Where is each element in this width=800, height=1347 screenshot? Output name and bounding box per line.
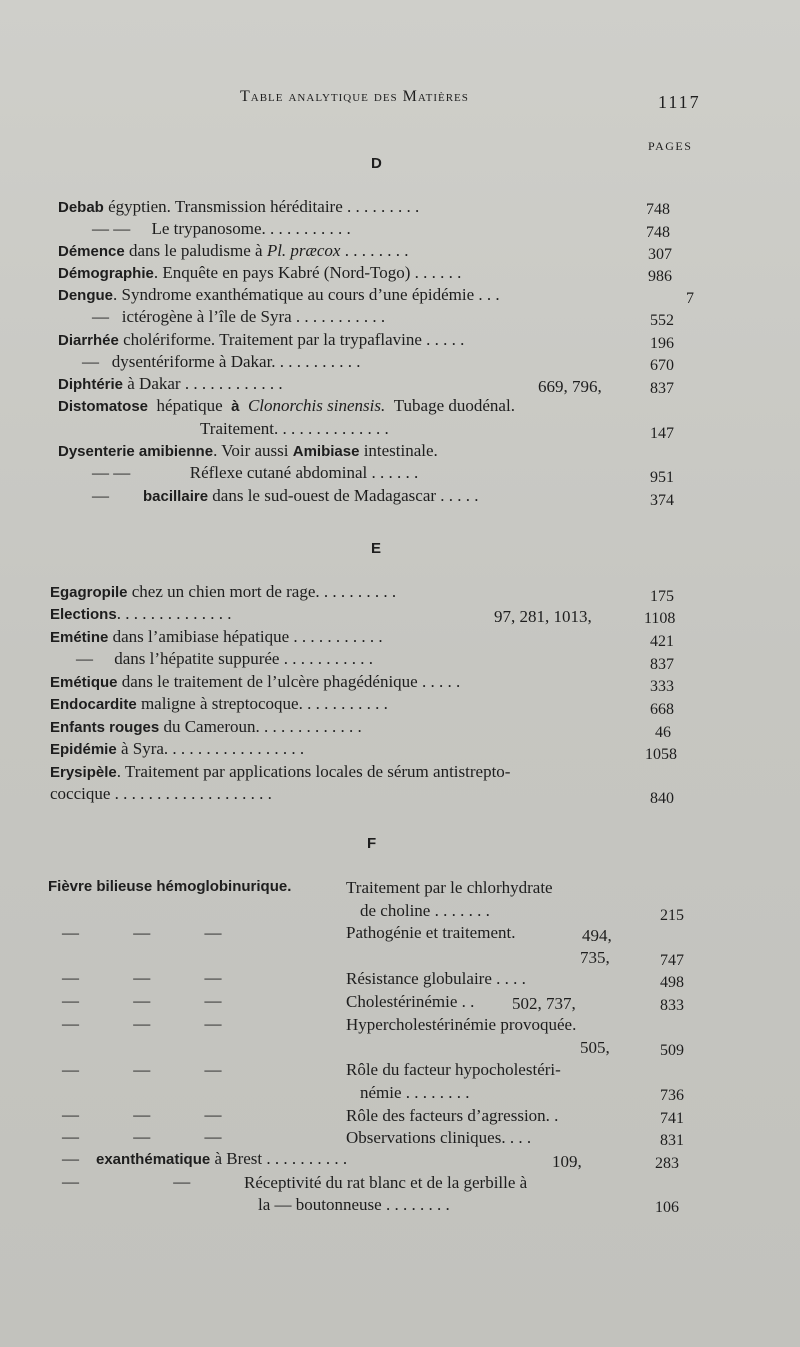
- index-entry: Fièvre bilieuse hémoglobinurique.: [48, 878, 292, 895]
- index-entry-text: Rôle des facteurs d’agression. .: [346, 1106, 559, 1125]
- ditto-marks: — — —: [62, 1105, 222, 1124]
- index-entry-text: Cholestérinémie . .: [346, 992, 475, 1011]
- page-ref: 421: [650, 633, 674, 650]
- page-ref: 7: [686, 290, 694, 307]
- index-entry: Elections. . . . . . . . . . . . . .: [50, 604, 232, 623]
- page-ref: 333: [650, 678, 674, 695]
- inline-page-refs: 502, 737,: [512, 994, 576, 1013]
- page-ref: 951: [650, 469, 674, 486]
- ditto-marks: — — —: [62, 923, 222, 942]
- index-entry-continuation: la — boutonneuse . . . . . . . .: [258, 1195, 450, 1214]
- page-ref: 1108: [644, 610, 676, 627]
- index-entry-text: Réceptivité du rat blanc et de la gerbille à: [244, 1173, 528, 1192]
- page-ref: 374: [650, 492, 674, 509]
- ditto-marks: — —: [62, 1172, 191, 1191]
- ditto-marks: — — —: [62, 1014, 222, 1033]
- page-ref: 670: [650, 357, 674, 374]
- page-ref: 552: [650, 312, 674, 329]
- page-ref: 283: [655, 1155, 679, 1172]
- page-number: 1117: [658, 92, 701, 112]
- index-entry-continuation: coccique . . . . . . . . . . . . . . . . . . .: [50, 784, 272, 803]
- section-letter-e: E: [371, 540, 382, 557]
- index-entry-text: Rôle du facteur hypocholestéri-: [346, 1060, 561, 1079]
- index-entry: Dysenterie amibienne. Voir aussi Amibiase intestinale.: [58, 441, 438, 460]
- index-entry: Debab égyptien. Transmission héréditaire . . . . . . . . .: [58, 197, 420, 216]
- page-ref: 986: [648, 268, 672, 285]
- index-entry: Epidémie à Syra. . . . . . . . . . . . . . . . .: [50, 739, 305, 758]
- index-entry: — exanthématique à Brest . . . . . . . . . .: [62, 1149, 348, 1168]
- index-entry: Diarrhée cholériforme. Traitement par la trypaflavine . . . . .: [58, 330, 465, 349]
- page-ref: 736: [660, 1087, 684, 1104]
- page-ref: 748: [646, 201, 670, 218]
- index-entry-text: Résistance globulaire . . . .: [346, 969, 526, 988]
- index-entry: Enfants rouges du Cameroun. . . . . . . . . . . . .: [50, 717, 362, 736]
- index-entry: Dengue. Syndrome exanthématique au cours d’une épidémie . . .: [58, 285, 500, 304]
- page-ref: 833: [660, 997, 684, 1014]
- page-ref: 46: [655, 724, 671, 741]
- page-ref: 498: [660, 974, 684, 991]
- index-entry: Erysipèle. Traitement par applications locales de sérum antistrepto-: [50, 762, 511, 781]
- index-entry: Emétique dans le traitement de l’ulcère phagédénique . . . . .: [50, 672, 461, 691]
- section-letter-d: D: [371, 155, 382, 172]
- inline-page-refs: 97, 281, 1013,: [494, 607, 592, 626]
- inline-page-refs: 494,: [582, 926, 612, 945]
- index-entry: Démence dans le paludisme à Pl. præcox . . . . . . . .: [58, 241, 409, 260]
- index-entry: Distomatose hépatique à Clonorchis sinensis. Tubage duodénal.: [58, 396, 515, 415]
- index-entry: Emétine dans l’amibiase hépatique . . . . . . . . . . .: [50, 627, 383, 646]
- page-ref: 831: [660, 1132, 684, 1149]
- index-entry-text: Observations cliniques. . . .: [346, 1128, 532, 1147]
- index-entry-text: Hypercholestérinémie provoquée.: [346, 1015, 577, 1034]
- index-entry-continuation: némie . . . . . . . .: [360, 1083, 470, 1102]
- page-ref: 668: [650, 701, 674, 718]
- page-ref: 748: [646, 224, 670, 241]
- inline-page-refs: 669, 796,: [538, 377, 602, 396]
- pages-column-label: PAGES: [648, 139, 693, 153]
- index-entry-continuation: Traitement. . . . . . . . . . . . . .: [200, 419, 389, 438]
- ditto-marks: — — —: [62, 968, 222, 987]
- index-entry-continuation: de choline . . . . . . .: [360, 901, 490, 920]
- page-ref: 307: [648, 246, 672, 263]
- index-entry-text: Traitement par le chlorhydrate: [346, 878, 553, 897]
- index-entry: — ictérogène à l’île de Syra . . . . . . . . . . .: [92, 307, 386, 326]
- page-ref: 840: [650, 790, 674, 807]
- index-entry: — dysentériforme à Dakar. . . . . . . . . . .: [82, 352, 361, 371]
- ditto-marks: — — —: [62, 1127, 222, 1146]
- index-entry: — — Le trypanosome. . . . . . . . . . .: [92, 219, 351, 238]
- page-ref: 196: [650, 335, 674, 352]
- ditto-marks: — — —: [62, 1060, 222, 1079]
- index-entry-continuation: 505,: [580, 1038, 610, 1057]
- index-entry: Egagropile chez un chien mort de rage. . . . . . . . . .: [50, 582, 397, 601]
- page-ref: 509: [660, 1042, 684, 1059]
- page-ref: 106: [655, 1199, 679, 1216]
- index-entry: Diphtérie à Dakar . . . . . . . . . . . .: [58, 374, 283, 393]
- running-header: Table analytique des Matières: [240, 88, 469, 105]
- index-entry-continuation: 735,: [580, 948, 610, 967]
- page-ref: 147: [650, 425, 674, 442]
- index-entry: — bacillaire dans le sud-ouest de Madagascar . . . . .: [92, 486, 479, 505]
- page-ref: 741: [660, 1110, 684, 1127]
- inline-page-refs: 109,: [552, 1152, 582, 1171]
- page-ref: 747: [660, 952, 684, 969]
- page-ref: 837: [650, 656, 674, 673]
- index-entry: Démographie. Enquête en pays Kabré (Nord-Togo) . . . . . .: [58, 263, 462, 282]
- ditto-marks: — — —: [62, 991, 222, 1010]
- index-entry-text: Pathogénie et traitement.: [346, 923, 516, 942]
- page-ref: 175: [650, 588, 674, 605]
- page-ref: 837: [650, 380, 674, 397]
- page-ref: 1058: [645, 746, 677, 763]
- index-entry: Endocardite maligne à streptocoque. . . . . . . . . . .: [50, 694, 388, 713]
- section-letter-f: F: [367, 835, 377, 852]
- page-ref: 215: [660, 907, 684, 924]
- index-entry: — — Réflexe cutané abdominal . . . . . .: [92, 463, 419, 482]
- index-entry: — dans l’hépatite suppurée . . . . . . . . . . .: [76, 649, 373, 668]
